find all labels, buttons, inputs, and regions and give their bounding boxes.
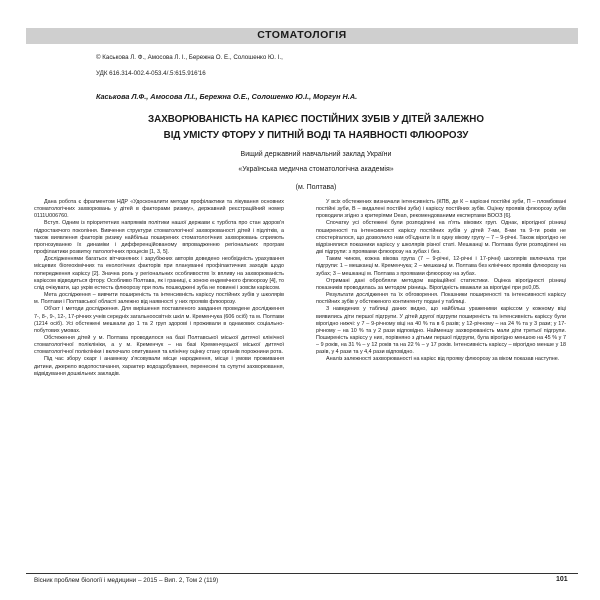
footer-divider <box>26 573 578 574</box>
copyright-line: © Каськова Л. Ф., Амосова Л. І., Бережна О. Е., Солошенко Ю. І., <box>96 54 283 61</box>
left-text-column <box>34 199 284 378</box>
journal-footer: Вісник проблем біології і медицини – 2015 – Вип. 2, Том 2 (119) <box>34 577 219 584</box>
paragraph: Під час збору скарг і анамнезу з'ясовували місце народження, місце і умови проживання дитини, джерело водопостачання, характер водоздобування, перенесені та супутні захворювання, відвідування дошкільних закладів. <box>34 356 284 377</box>
article-title-line-1: ЗАХВОРЮВАНІСТЬ НА КАРІЄС ПОСТІЙНИХ ЗУБІВ У ДІТЕЙ ЗАЛЕЖНО <box>148 114 484 125</box>
paragraph: Дослідженнями багатьох вітчизняних і зарубіжних авторів доведено необхідність урахування місцевих біогеохімічних та екологічних факторів при плануванні профілактичних заходів щодо попередження карієсу [2]. Значна роль у регіональних особливостях їх впливу на захворюваність карієсом відводиться фтору. Особливо Полтава, як і границі, є зоною ендемічного флюорозу [4], то слід очікувати, що укрів естесть флюорозу при поль пошкоджені зуба не повинні і зовсім карієсом. <box>34 256 284 291</box>
paragraph: Результати дослідження та їх обговорення. Показники поширеності та інтенсивності карієсу постійних зубів у обстеженого контингенту подані у таблиці. <box>316 292 566 306</box>
paragraph: З наведених у таблиці даних видно, що найбільш ураженими карієсом у кожному віці виявились діти першої підгрупи. У дітей другої підгрупи поширеність та інтенсивність карієсу були вірогідно нижчі: у 7 – 9-річному віці на 40 % та в 6 разів; у 12-річному – на 24 % та у 3 рази; у 17-річному – на 10 % та у 2 рази відповідно. Найменшу захворюваність мали діти третьої підгрупи. Поширеність карієсу у них, порівняно з дітьми першої підгрупи, була вірогідно меншою на 45 % у 7 – 9 років, на 31 % – у 12 років та на 22 % – у 17 років. Інтенсивність карієсу – вірогідно менше у 18 разів, у 4 рази та у 4,4 рази відповідно. <box>316 306 566 356</box>
section-title: СТОМАТОЛОГІЯ <box>257 29 347 41</box>
paragraph: Аналіз залежності захворюваності на карієс від прояву флюорозу за віком показав наступне. <box>326 356 560 363</box>
paragraph: Об'єкт і методи дослідження. Для вирішення поставленого завдання проведене дослідження 7-, 8-, 9-, 12-, 17-річних учнів середніх загальноосвітніх шкіл м. Кременчука (606 осіб) та м. Полтави (1214 осіб). Усі обстежені мешкали до 1 та 2 груп здорові і проживали в однакових соціально-побутових умовах. <box>34 306 284 334</box>
paragraph: У всіх обстежених визначали інтенсивність (КПВ, де К – каріозні постійні зуби, П – пломбовані постійні зуби, В – видалені постійні зуби) і карієсу постійних зубів. Оцінку проявів флюорозу зубів проводили згідно з критеріями Dean, рекомендованими експертами ВООЗ [6]. <box>316 199 566 220</box>
paragraph: Таким чином, кожна вікова група (7 – 9-річні, 12-річні і 17-річні) школярів включала три підгрупи: 1 – мешканці м. Кременчука; 2 – мешканці м. Полтава без клінічних проявів флюорозу на зубах; 3 – мешканці м. Полтава з проявами флюорозу на зубах. <box>316 256 566 277</box>
paragraph: Дана робота є фрагментом НДР «Удосконалити методи профілактики та лікування основних стоматологічних захворювань у дітей в факторами ризику», державний реєстраційний номер 0111U006760. <box>34 199 284 220</box>
paragraph: Мета дослідження – вивчити поширеність та інтенсивність карієсу постійних зубів у школярів м. Полтави і Полтавської області залежно від наявності у них проявів флюорозу. <box>34 292 284 306</box>
paragraph: Вступ. Одним із пріоритетних напрямків політики нашої держави є турбота про стан здоров'я підростаючого покоління. Вивчення структури стоматологічної захворюваності дітей і підлітків, а також виявлення факторів ризику найбільш поширених стоматологічних захворювань сприяють прогнозуванню їх динаміки і дифференційованому впровадженню регіональних програм профілактики розвитку патологічних процесів [1, 3, 5]. <box>34 220 284 256</box>
section-header-band <box>26 28 578 44</box>
paragraph: Спочатку усі обстежені були розподілені на п'ять вікових груп. Однак, вірогідної різниці поширеності та інтенсивності карієсу постійних зубів у дітей 7-ми, 8-ми та 9-ти років не спостерігалося, що дозволило нам об'єднати їх в одну вікову групу – 7 – 9-річні. Також вірогідно не відрізнялися показники карієсу у школярів різної статі. Мешканці м. Полтава були розподілені на дві підгрупи: з проявами флюорозу на зубах і без. <box>316 220 566 256</box>
right-text-column <box>316 199 566 364</box>
affiliation-line-1: Вищий державний навчальний заклад України <box>240 151 392 158</box>
affiliation-city: (м. Полтава) <box>295 184 337 191</box>
article-title-line-2: ВІД УМІСТУ ФТОРУ У ПИТНІЙ ВОДІ ТА НАЯВНОСТІ ФЛЮОРОЗУ <box>163 130 469 141</box>
page-number: 101 <box>556 576 568 583</box>
udk-code: УДК 616.314-002.4-053.4/.5:615.916'16 <box>96 70 206 77</box>
paragraph: Отримані дані обробляли методом варіаційної статистики. Оцінка вірогідності різниці показників проводилась за методом різниць. Вірогідність вважали за вірогідні при p≤0,05. <box>316 277 566 291</box>
paragraph: Обстеження дітей у м. Полтава проводилося на базі Полтавської міської дитячої клінічної стоматологічної поліклініки, а у м. Кременчук – на базі Кременчуцької міської дитячої стоматологічної поліклініки і включало опитування та клінічну оцінку стану органів порожнини рота. <box>34 334 284 356</box>
authors-line: Каськова Л.Ф., Амосова Л.І., Бережна О.Е., Солошенко Ю.І., Моргун Н.А. <box>96 92 358 101</box>
affiliation-line-2: «Українська медична стоматологічна академія» <box>238 166 394 173</box>
